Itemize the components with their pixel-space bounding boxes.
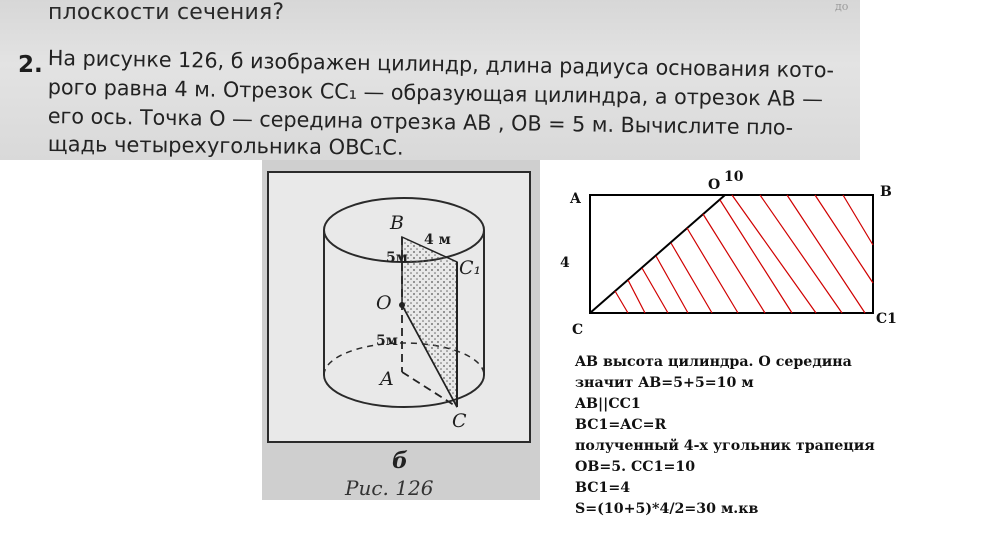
label-o: O xyxy=(376,292,392,314)
trapezoid-diagram xyxy=(560,165,980,345)
solution-text xyxy=(575,352,975,520)
solution-line: значит AB=5+5=10 м xyxy=(575,375,754,391)
figure-sub-letter: б xyxy=(392,448,408,474)
solution-line: BC1=AC=R xyxy=(575,417,667,433)
solution-line: BC1=4 xyxy=(575,480,631,496)
label-oa-length: 5м xyxy=(376,333,398,349)
problem-line-1: На рисунке 126, б изображен цилиндр, длина радиуса основания кото- xyxy=(47,46,835,83)
label-c1: C₁ xyxy=(459,257,482,279)
label-b: B xyxy=(390,212,404,234)
problem-line-4: щадь четырехугольника OBC₁C. xyxy=(47,132,404,160)
solution-line: полученный 4-х угольник трапеция xyxy=(575,438,875,454)
hatch-lines xyxy=(615,195,873,313)
solution-line: S=(10+5)*4/2=30 м.кв xyxy=(575,501,759,517)
rectangle-outline xyxy=(590,195,873,313)
diagram-label-c1: C1 xyxy=(876,311,897,327)
problem-number: 2. xyxy=(18,52,43,78)
point-o xyxy=(399,302,405,308)
diagram-label-a: A xyxy=(570,191,581,207)
figure-caption: Рис. 126 xyxy=(345,476,434,500)
diagram-label-c: C xyxy=(572,322,584,338)
solution-line: OB=5. CC1=10 xyxy=(575,459,696,475)
problem-line-3: его ось. Точка O — середина отрезка AB , OB = 5 м. Вычислите пло- xyxy=(47,104,794,140)
cylinder-figure-photo xyxy=(262,160,540,500)
trapezoid-drawing xyxy=(560,165,980,345)
label-radius: 4 м xyxy=(424,232,451,248)
label-a: A xyxy=(380,368,394,390)
diagram-label-o-value: 10 xyxy=(724,169,744,185)
diagram-label-b: B xyxy=(880,184,892,200)
diagram-label-o: O xyxy=(708,177,721,193)
previous-question-text: плоскости сечения? xyxy=(48,0,285,25)
label-ob-length: 5м xyxy=(386,250,408,266)
textbook-photo xyxy=(0,0,860,160)
solution-line: AB высота цилиндра. О середина xyxy=(575,354,852,370)
label-c: C xyxy=(452,410,467,432)
problem-line-2: рого равна 4 м. Отрезок CC₁ — образующая цилиндра, а отрезок AB — xyxy=(47,75,824,112)
solution-line: AB||CC1 xyxy=(575,396,641,412)
diagram-label-side: 4 xyxy=(560,255,570,271)
page-edge-mark: до xyxy=(835,0,849,13)
